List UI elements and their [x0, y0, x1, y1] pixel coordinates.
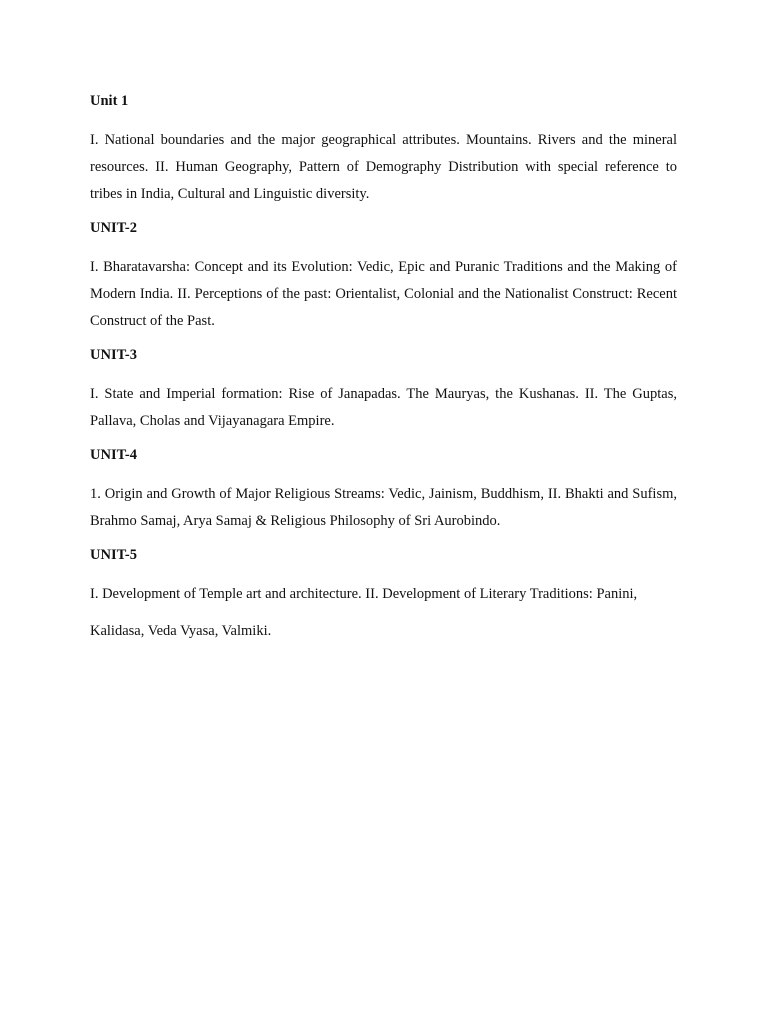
document-page	[90, 91, 677, 655]
unit-4-section	[90, 445, 677, 535]
unit-4-heading: UNIT-4	[90, 447, 138, 463]
unit-5-paragraph-2: Kalidasa, Veda Vyasa, Valmiki.	[90, 623, 272, 639]
unit-5-heading: UNIT-5	[90, 547, 138, 563]
unit-2-paragraph: I. Bharatavarsha: Concept and its Evolution: Vedic, Epic and Puranic Traditions and the Making of Modern India. II. Perceptions of the past: Orientalist, Colonial and the Nationalist Construct: Recent Construct of the Past.	[90, 259, 677, 329]
unit-3-paragraph: I. State and Imperial formation: Rise of Janapadas. The Mauryas, the Kushanas. II. The Guptas, Pallava, Cholas and Vijayanagara Empire.	[90, 386, 677, 429]
unit-1-heading: Unit 1	[90, 93, 129, 109]
unit-1-paragraph: I. National boundaries and the major geographical attributes. Mountains. Rivers and the mineral resources. II. Human Geography, Pattern of Demography Distribution with special reference to tribes in India, Cultural and Linguistic diversity.	[90, 132, 677, 202]
unit-4-paragraph: 1. Origin and Growth of Major Religious Streams: Vedic, Jainism, Buddhism, II. Bhakti and Sufism, Brahmo Samaj, Arya Samaj & Religious Philosophy of Sri Aurobindo.	[90, 486, 677, 529]
unit-5-section	[90, 545, 677, 645]
unit-2-section	[90, 218, 677, 335]
unit-1-section	[90, 91, 677, 208]
unit-3-section	[90, 345, 677, 435]
unit-5-paragraph-1: I. Development of Temple art and architecture. II. Development of Literary Traditions: Panini,	[90, 586, 638, 602]
unit-3-heading: UNIT-3	[90, 347, 138, 363]
unit-2-heading: UNIT-2	[90, 220, 138, 236]
